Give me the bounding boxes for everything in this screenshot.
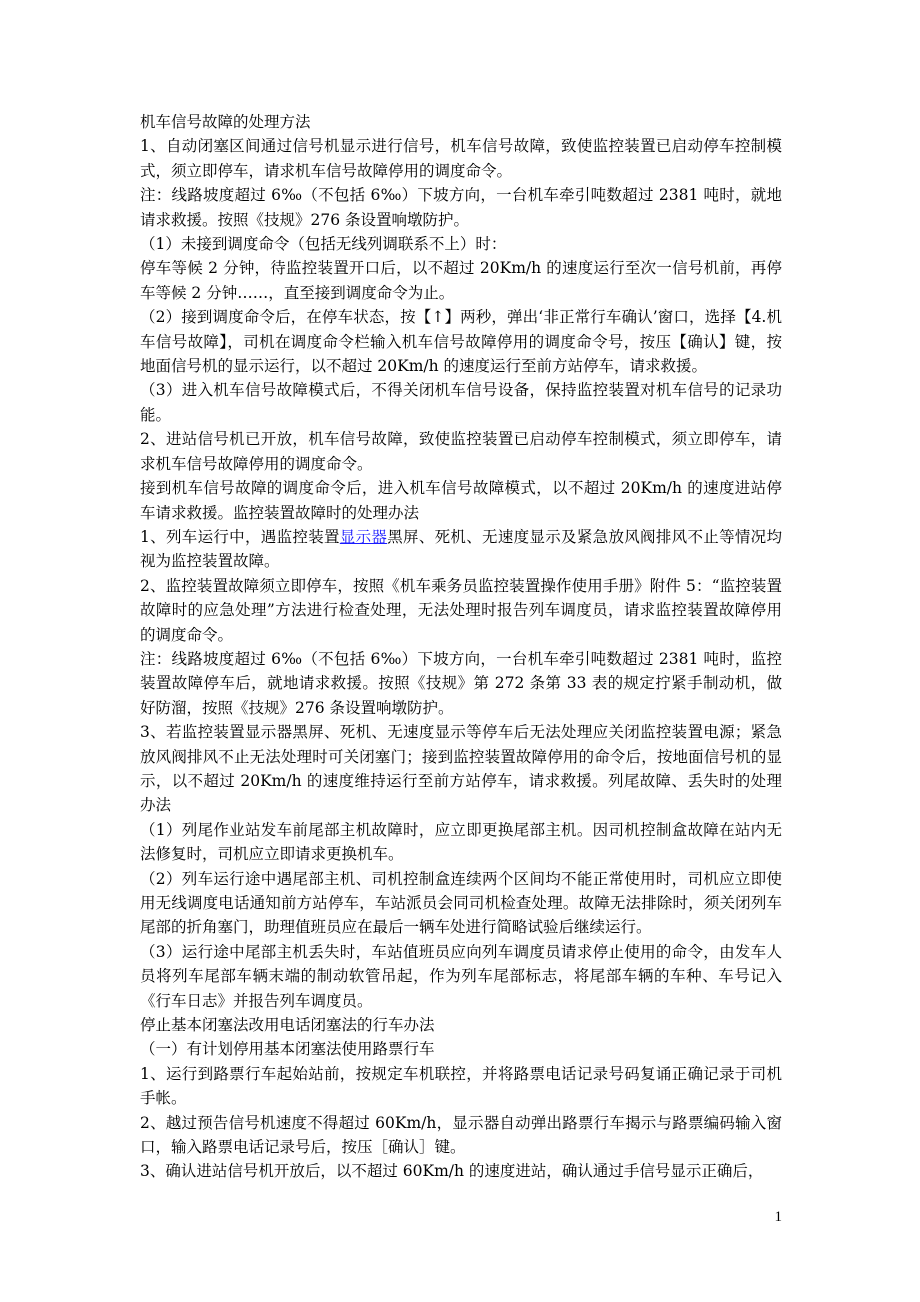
paragraph: （1）未接到调度命令（包括无线列调联系不上）时：	[140, 235, 507, 254]
paragraph: 1、运行到路票行车起始站前，按规定车机联控，并将路票电话记录号码复诵正确记录于司机手帐。	[140, 1064, 782, 1108]
paragraph: 3、若监控装置显示器黑屏、死机、无速度显示等停车后无法处理应关闭监控装置电源；紧急放风阀排风不止无法处理时可关闭塞门；接到监控装置故障停用的命令后，按地面信号机的显示，以不超过 20Km/h 的速度维持运行至前方站停车，请求救援。列尾故障、丢失时的处理办法	[140, 723, 782, 815]
paragraph: （3）运行途中尾部主机丢失时，车站值班员应向列车调度员请求停止使用的命令，由发车人员将列车尾部车辆末端的制动软管吊起，作为列车尾部标志，将尾部车辆的车种、车号记入《行车日志》并报告列车调度员。	[140, 942, 782, 1010]
paragraph: 停车等候 2 分钟，待监控装置开口后，以不超过 20Km/h 的速度运行至次一信号机前，再停车等候 2 分钟……，直至接到调度命令为止。	[140, 259, 782, 302]
paragraph: 接到机车信号故障的调度命令后，进入机车信号故障模式，以不超过 20Km/h 的速度进站停车请求救援。监控装置故障时的处理办法	[140, 479, 782, 522]
paragraph-note: 注：线路坡度超过 6‰（不包括 6‰）下坡方向，一台机车牵引吨数超过 2381 吨时，就地请求救援。按照《技规》276 条设置响墩防护。	[140, 186, 782, 229]
paragraph-note: 注：线路坡度超过 6‰（不包括 6‰）下坡方向，一台机车牵引吨数超过 2381 吨时，监控装置故障停车后，就地请求救援。按照《技规》第 272 条第 33 表的规定拧紧手制动机，做好防溜，按照《技规》276 条设置响墩防护。	[140, 649, 782, 717]
paragraph: 2、监控装置故障须立即停车，按照《机车乘务员监控装置操作使用手册》附件 5：“监控装置故障时的应急处理”方法进行检查处理，无法处理时报告列车调度员，请求监控装置故障停用的调度命令。	[140, 576, 782, 644]
paragraph: 2、进站信号机已开放，机车信号故障，致使监控装置已启动停车控制模式，须立即停车，请求机车信号故障停用的调度命令。	[140, 430, 782, 473]
text-segment: 1、列车运行中，遇监控装置	[140, 527, 340, 546]
page-number: 1	[774, 1209, 782, 1225]
paragraph: （2）列车运行途中遇尾部主机、司机控制盒连续两个区间均不能正常使用时，司机应立即使用无线调度电话通知前方站停车，车站派员会同司机检查处理。故障无法排除时，须关闭列车尾部的折角塞门，助理值班员应在最后一辆车处进行简略试验后继续运行。	[140, 869, 782, 937]
paragraph: （2）接到调度命令后，在停车状态，按【↑】两秒，弹出‘非正常行车确认’窗口，选择【4.机车信号故障】，司机在调度命令栏输入机车信号故障停用的调度命令号，按压【确认】键，按地面信号机的显示运行，以不超过 20Km/h 的速度运行至前方站停车，请求救援。	[140, 308, 782, 376]
display-link[interactable]: 显示器	[339, 527, 388, 546]
document-body	[140, 110, 782, 1184]
heading-telephone-block: 停止基本闭塞法改用电话闭塞法的行车办法	[140, 1016, 435, 1035]
paragraph: （1）列尾作业站发车前尾部主机故障时，应立即更换尾部主机。因司机控制盒故障在站内无法修复时，司机应立即请求更换机车。	[140, 820, 782, 864]
heading-locomotive-signal-fault: 机车信号故障的处理方法	[140, 113, 311, 131]
paragraph: 1、自动闭塞区间通过信号机显示进行信号，机车信号故障，致使监控装置已启动停车控制模式，须立即停车，请求机车信号故障停用的调度命令。	[140, 137, 782, 180]
paragraph: 3、确认进站信号机开放后，以不超过 60Km/h 的速度进站，确认通过手信号显示正确后，	[140, 1162, 764, 1181]
subheading: （一）有计划停用基本闭塞法使用路票行车	[140, 1040, 435, 1059]
text-segment: 黑屏、死机、无速度显示及紧急放风阀排风不止等情况均视为监控装置故障。	[140, 527, 782, 571]
paragraph-with-link	[140, 525, 782, 574]
paragraph: （3）进入机车信号故障模式后，不得关闭机车信号设备，保持监控装置对机车信号的记录功能。	[140, 381, 782, 424]
paragraph: 2、越过预告信号机速度不得超过 60Km/h，显示器自动弹出路票行车揭示与路票编码输入窗口，输入路票电话记录号后，按压［确认］键。	[140, 1113, 782, 1157]
